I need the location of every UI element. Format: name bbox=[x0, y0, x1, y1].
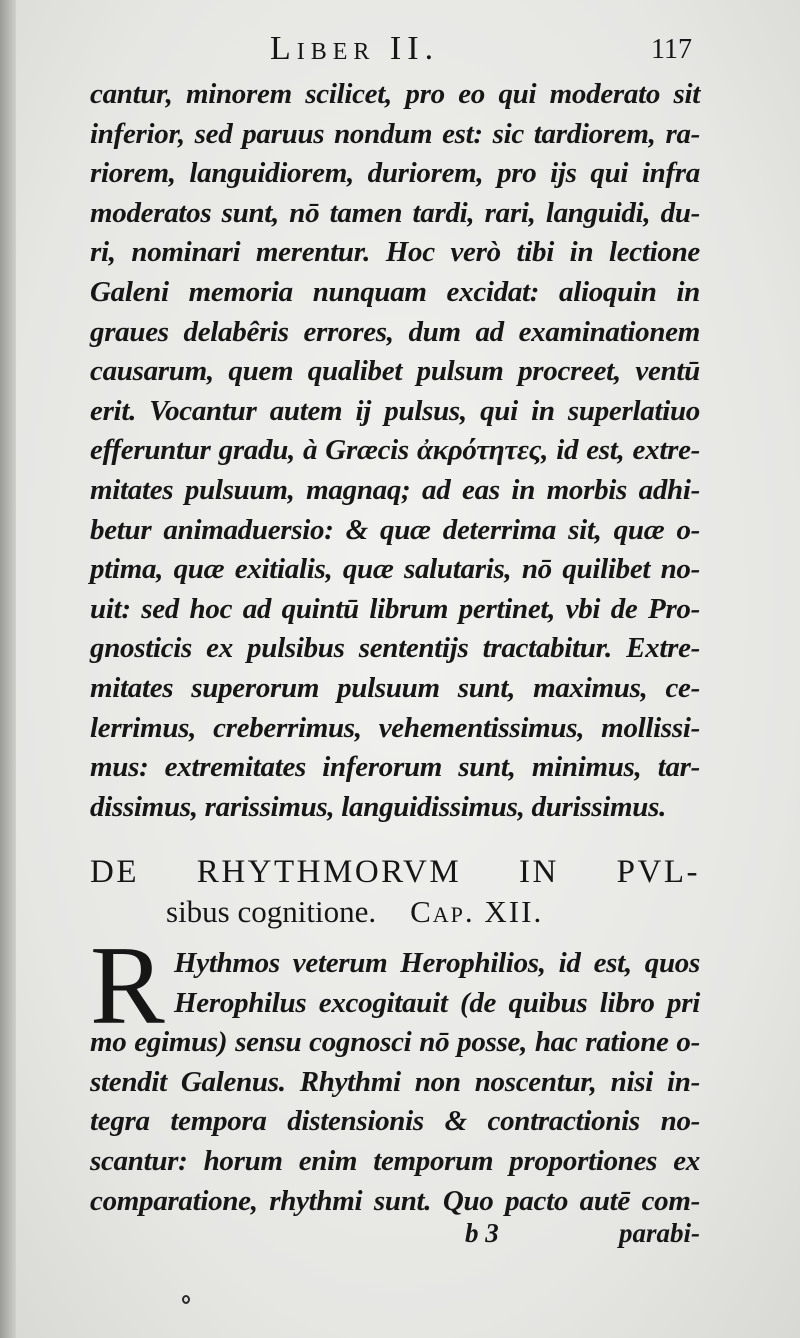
text-line: causarum, quem qualibet pulsum procreet, ventū bbox=[90, 355, 700, 388]
text-line: dissimus, rarissimus, languidissimus, durissimus. bbox=[90, 790, 667, 823]
text-line: uit: sed hoc ad quintū librum pertinet, vbi de Pro- bbox=[90, 592, 700, 625]
text-line: riorem, languidiorem, duriorem, pro ijs qui infra bbox=[90, 157, 700, 190]
text-line: stendit Galenus. Rhythmi non noscentur, nisi in- bbox=[90, 1065, 700, 1098]
text-line: Galeni memoria nunquam excidat: alioquin in bbox=[90, 275, 700, 308]
page-edge-shadow bbox=[0, 0, 16, 1338]
text-line: gnosticis ex pulsibus sententijs tractabitur. Extre- bbox=[90, 632, 700, 665]
chapter-heading-line-2 bbox=[90, 892, 700, 932]
paragraph-1 bbox=[90, 75, 700, 827]
catchword: parabi- bbox=[619, 1218, 700, 1248]
text-line: mitates pulsuum, magnaq; ad eas in morbis adhi- bbox=[90, 473, 700, 506]
text-line: graues delabêris errores, dum ad examinationem bbox=[90, 315, 700, 348]
text-line: Herophilus excogitauit (de quibus libro pri bbox=[174, 986, 700, 1019]
chapter-subtitle: sibus cognitione. bbox=[166, 894, 377, 929]
text-line: ri, nominari merentur. Hoc verò tibi in lectione bbox=[90, 236, 700, 269]
running-title: Liber II. bbox=[270, 30, 440, 67]
chapter-number: Cap. XII. bbox=[410, 894, 544, 929]
page-header bbox=[270, 30, 690, 72]
signature-mark: b 3 bbox=[465, 1218, 499, 1248]
text-line: mo egimus) sensu cognosci nō posse, hac ratione o- bbox=[90, 1026, 700, 1059]
text-line: efferuntur gradu, à Græcis ἀκρότητες, id est, extre- bbox=[90, 434, 700, 467]
text-line: erit. Vocantur autem ij pulsus, qui in superlatiuo bbox=[90, 394, 700, 427]
page-footer bbox=[90, 1218, 700, 1258]
text-line: cantur, minorem scilicet, pro eo qui moderato sit bbox=[90, 78, 700, 110]
text-line: moderatos sunt, nō tamen tardi, rari, languidi, du- bbox=[90, 196, 700, 229]
text-line: scantur: horum enim temporum proportiones ex bbox=[90, 1144, 700, 1177]
text-line: tegra tempora distensionis & contractionis no- bbox=[90, 1105, 700, 1138]
text-line: inferior, sed paruus nondum est: sic tardiorem, ra- bbox=[90, 117, 700, 150]
text-line: betur animaduersio: & quæ deterrima sit, quæ o- bbox=[90, 513, 700, 546]
drop-cap: R bbox=[90, 924, 165, 1048]
page-number: 117 bbox=[651, 34, 692, 65]
text-line: lerrimus, creberrimus, vehementissimus, mollissi- bbox=[90, 711, 700, 744]
text-line: ptima, quæ exitialis, quæ salutaris, nō quilibet no- bbox=[90, 553, 700, 586]
ink-speck bbox=[182, 1295, 190, 1304]
text-line: Hythmos veterum Herophilios, id est, quos bbox=[174, 947, 700, 979]
text-line: mitates superorum pulsuum sunt, maximus, ce- bbox=[90, 671, 700, 704]
chapter-heading-line-1: DE RHYTHMORVM IN PVL- bbox=[90, 854, 700, 890]
text-line: mus: extremitates inferorum sunt, minimus, tar- bbox=[90, 751, 700, 784]
chapter-heading bbox=[90, 852, 700, 932]
text-line: comparatione, rhythmi sunt. Quo pacto autē com- bbox=[90, 1184, 700, 1217]
paragraph-2 bbox=[90, 944, 700, 1221]
